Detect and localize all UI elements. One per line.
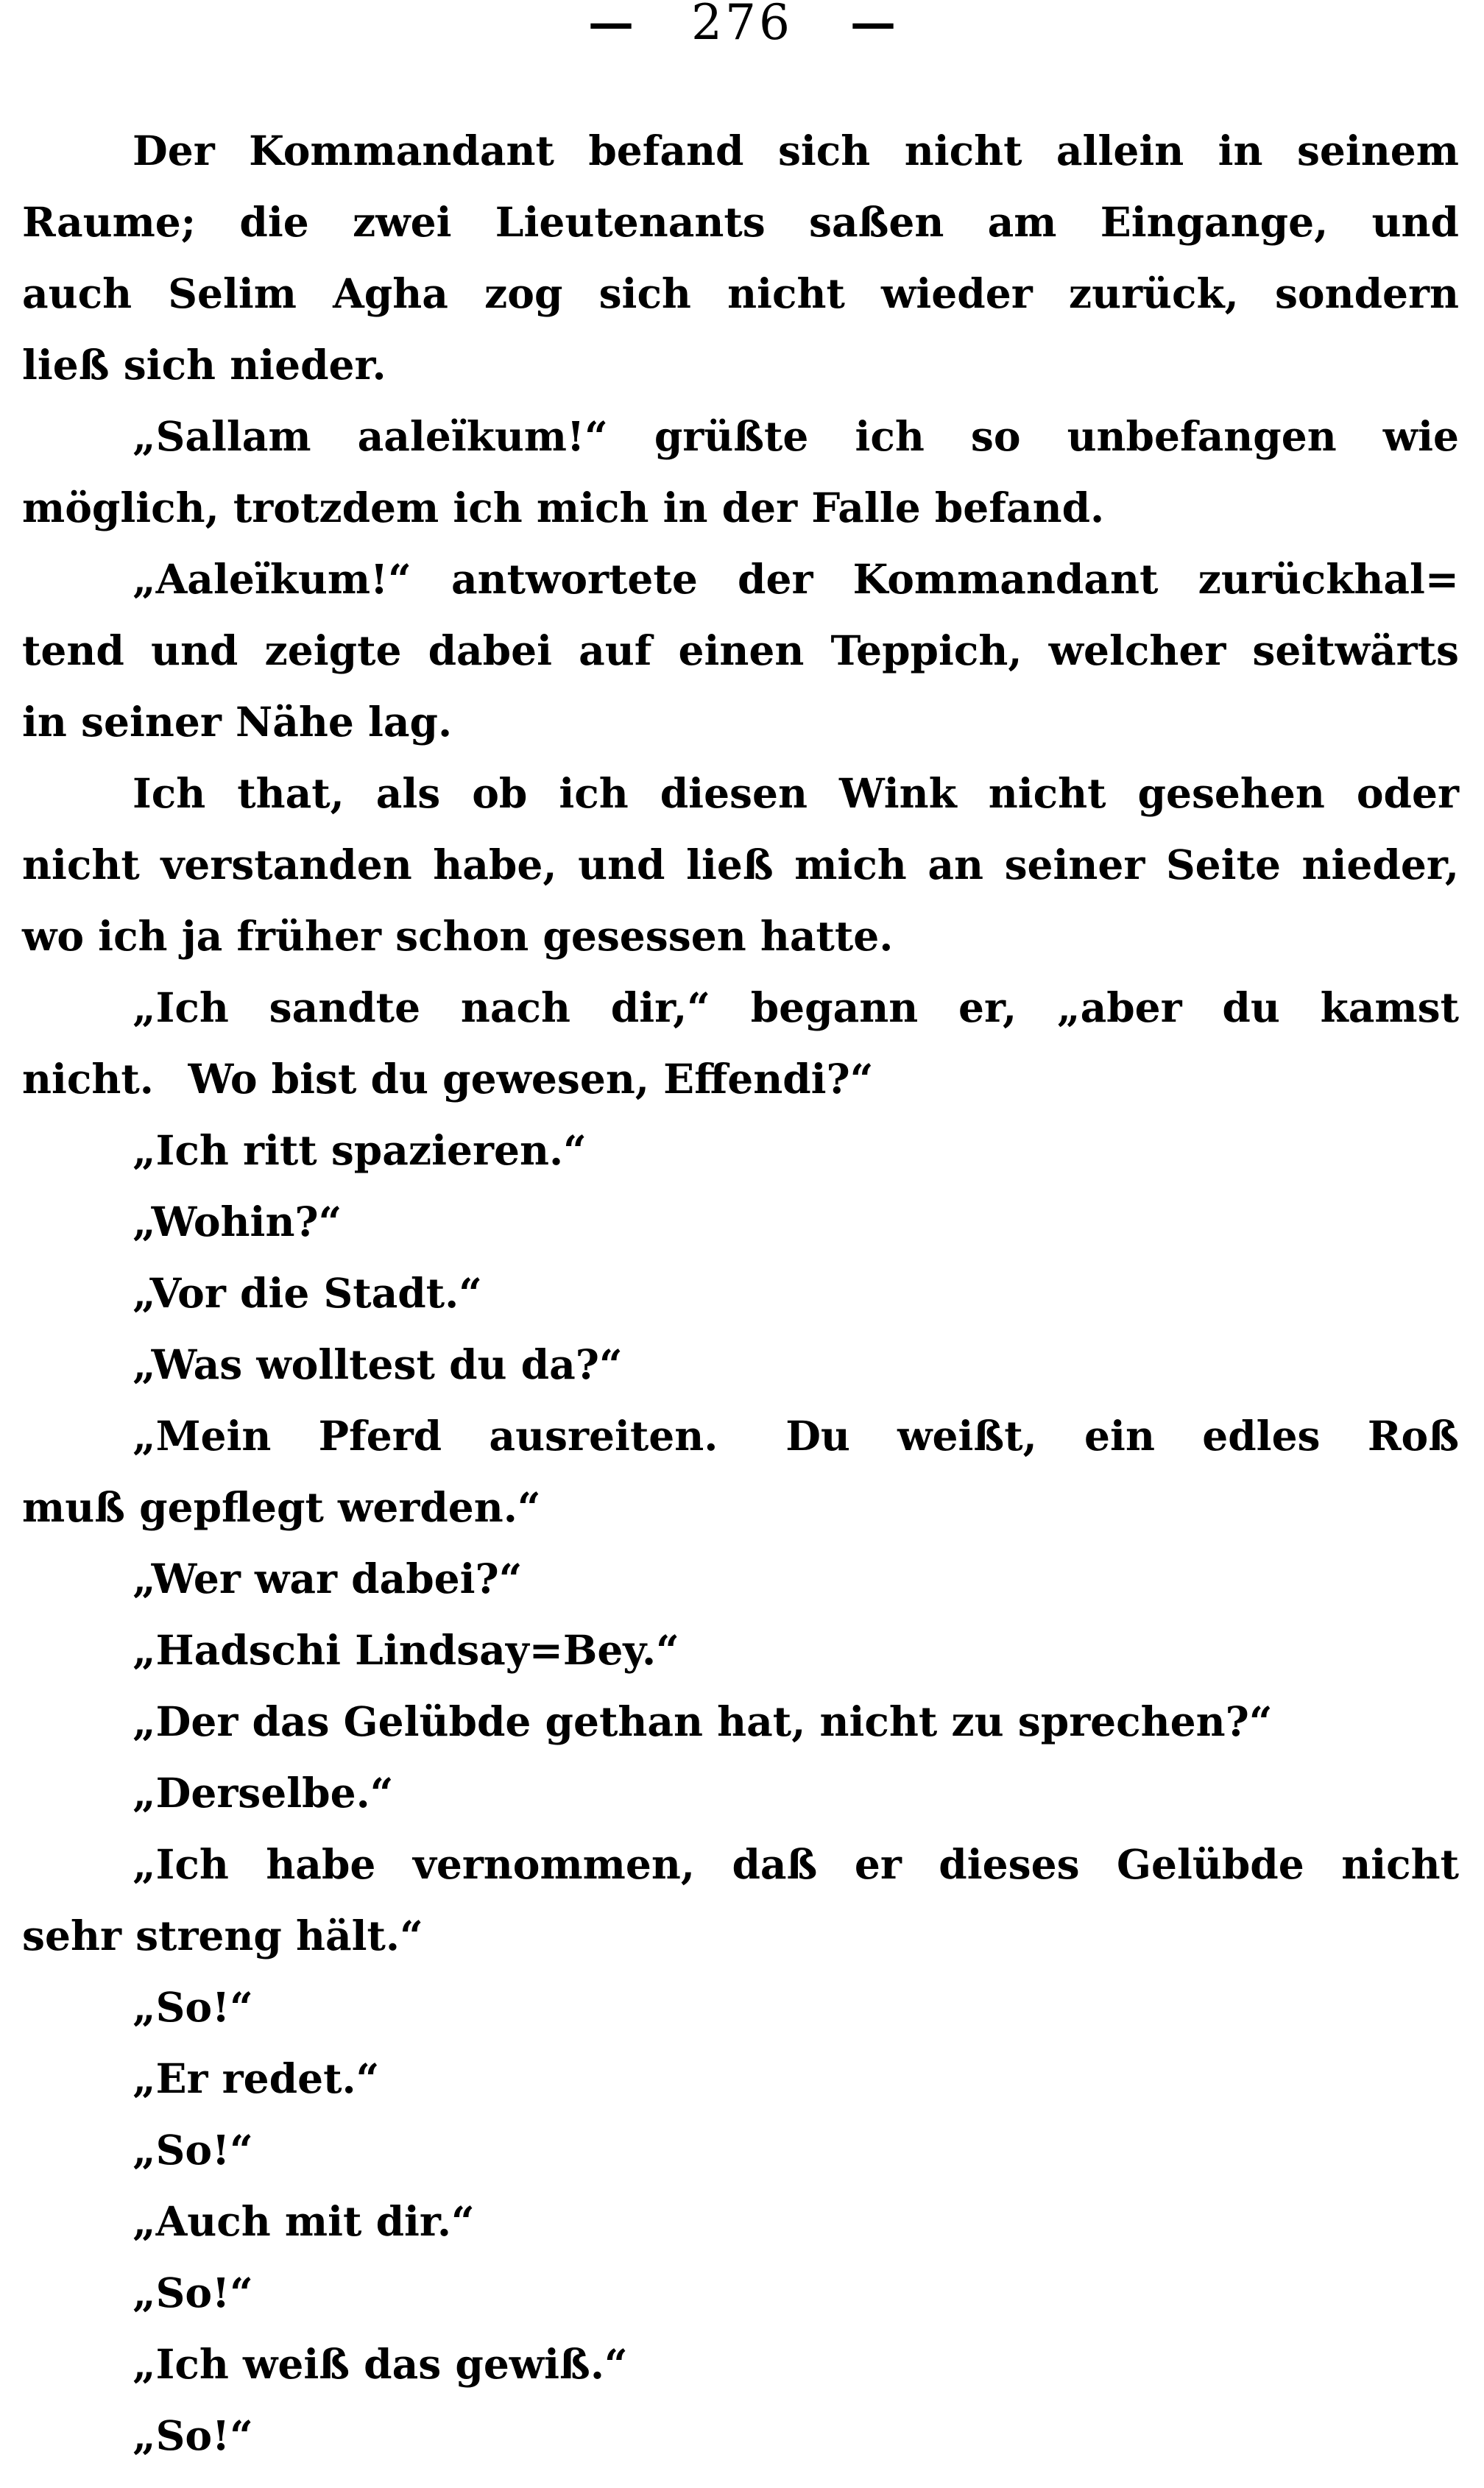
text-line: in seiner Nähe lag. [22,698,453,746]
text-line: muß gepflegt werden.“ [22,1483,541,1531]
page-text [22,115,1459,2471]
text-line: auch Selim Agha zog sich nicht wieder zurück, sondern [22,269,1459,317]
text-line: tend und zeigte dabei auf einen Teppich, welcher seitwärts [22,626,1459,674]
text-line: nicht. Wo bist du gewesen, Effendi?“ [22,1055,874,1103]
text-line: „So!“ [132,1983,253,2031]
text-line: „Mein Pferd ausreiten. Du weißt, ein edles Roß [132,1412,1459,1460]
text-line: „Der das Gelübde gethan hat, nicht zu sprechen?“ [132,1697,1273,1745]
text-line: Ich that, als ob ich diesen Wink nicht gesehen oder [132,769,1459,817]
text-line: „Derselbe.“ [132,1769,394,1817]
text-line: „Wohin?“ [132,1198,342,1245]
text-line: „So!“ [132,2269,253,2316]
text-line: „Vor die Stadt.“ [132,1269,482,1317]
text-line: Raume; die zwei Lieutenants saßen am Eingange, und [22,198,1459,246]
text-line: „So!“ [132,2411,253,2459]
text-line: „Ich habe vernommen, daß er dieses Gelübde nicht [132,1840,1459,1888]
page-header [0,0,1484,51]
text-line: „Auch mit dir.“ [132,2197,475,2245]
header-dash-left: — [588,0,634,49]
text-line: „Was wolltest du da?“ [132,1340,623,1388]
text-line: möglich, trotzdem ich mich in der Falle befand. [22,484,1105,531]
page-number: 276 [691,0,793,51]
text-line: „Er redet.“ [132,2054,380,2102]
text-line: „Aaleïkum!“ antwortete der Kommandant zurückhal= [132,555,1459,603]
text-line: „Ich ritt spazieren.“ [132,1126,587,1174]
text-line: sehr streng hält.“ [22,1912,423,1959]
text-line: „Sallam aaleïkum!“ grüßte ich so unbefangen wie [132,412,1459,460]
text-line: ließ sich nieder. [22,341,386,389]
header-dash-right: — [849,0,896,49]
text-line: „Hadschi Lindsay=Bey.“ [132,1626,679,1674]
text-line: „Wer war dabei?“ [132,1555,523,1602]
text-line: „Ich weiß das gewiß.“ [132,2340,628,2388]
text-line: Der Kommandant befand sich nicht allein in seinem [132,127,1459,174]
text-line: nicht verstanden habe, und ließ mich an seiner Seite nieder, [22,841,1459,888]
text-line: „So!“ [132,2126,253,2174]
text-line: „Ich sandte nach dir,“ begann er, „aber du kamst [132,983,1459,1031]
text-line: wo ich ja früher schon gesessen hatte. [22,912,894,960]
